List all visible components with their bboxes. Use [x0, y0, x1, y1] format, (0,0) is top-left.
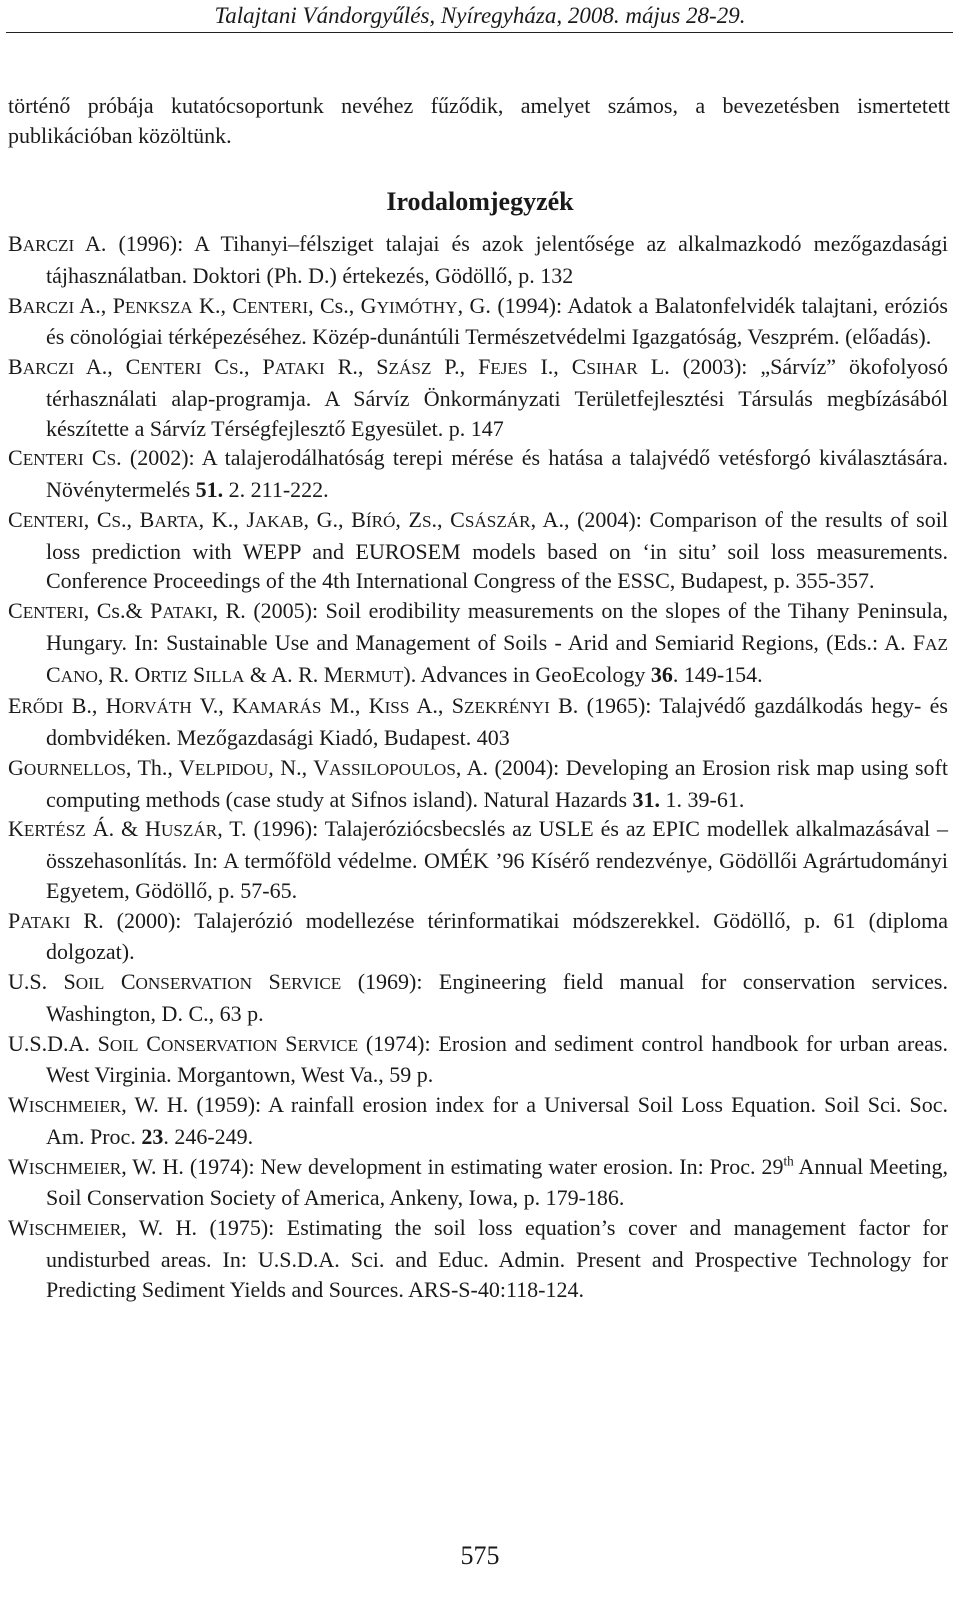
reference-text: ERVICE — [297, 1035, 359, 1055]
reference-text: ENTERI — [22, 603, 84, 622]
reference-text: S — [252, 969, 281, 994]
reference-text: RTIZ — [150, 666, 188, 686]
reference-text: ASSILOPOULOS — [329, 759, 456, 779]
reference-text: A., S — [409, 693, 465, 719]
reference-entry — [8, 1152, 948, 1214]
reference-text: S — [277, 1030, 298, 1056]
reference-text: ORVÁTH — [121, 698, 192, 718]
reference-text: , K., J — [198, 506, 255, 532]
reference-entry — [8, 229, 948, 291]
reference-text: A., P — [74, 292, 125, 318]
reference-text: & A. R. M — [244, 661, 344, 687]
reference-text: , G., B — [303, 506, 366, 532]
reference-text: ). Advances in GeoEcology — [403, 661, 651, 687]
reference-text: ÍRÓ — [365, 511, 396, 531]
reference-entry — [8, 691, 948, 753]
reference-text: R., S — [324, 354, 389, 379]
reference-text: 1. 39-61. — [660, 786, 745, 812]
reference-text: RŐDI — [21, 698, 64, 718]
reference-entry — [8, 596, 948, 691]
reference-text: B., H — [63, 693, 122, 719]
reference-entry — [8, 753, 948, 815]
reference-text: C — [8, 445, 23, 471]
reference-text: , C — [83, 506, 112, 532]
reference-text: , A. (2004): Developing an Erosion risk map using soft computing methods (case study at Sifnos island). Natural Hazards — [46, 754, 948, 812]
reference-text: B. (1965): Talajvédő gazdálkodás hegy- és dombvidéken. Mezőgazdasági Kiadó, Budapest. 403 — [46, 693, 948, 750]
reference-text: S — [187, 661, 206, 687]
running-header: Talajtani Vándorgyűlés, Nyíregyháza, 2008. május 28-29. — [214, 3, 746, 28]
reference-entry — [8, 443, 948, 505]
reference-text: L. (2003): „Sárvíz” ökofolyosó térhasználati alap-programja. A Sárvíz Önkormányzati Területfejlesztési Társulás megbízásából készítette a Sárvíz Térségfejlesztő Egyesület. p. 147 — [46, 354, 948, 441]
reference-text: ATAKI — [162, 603, 213, 622]
reference-text: ARCZI — [22, 236, 75, 255]
reference-text: ISCHMEIER — [28, 1220, 122, 1239]
reference-text: C — [8, 506, 23, 532]
reference-text: ARTA — [154, 511, 199, 531]
reference-text: YIMÓTHY — [376, 297, 458, 317]
reference-entry — [8, 814, 948, 905]
reference-text: V., K — [191, 693, 249, 719]
reference-text: 31. — [632, 786, 661, 812]
reference-text: . 246-249. — [163, 1123, 254, 1149]
reference-entry — [8, 906, 948, 968]
reference-text: B — [8, 231, 23, 256]
reference-text: ENTERI — [22, 511, 84, 531]
reference-text: SIHAR — [586, 359, 638, 378]
reference-text: S — [228, 359, 239, 378]
reference-text: OURNELLOS — [23, 759, 126, 779]
reference-text: , R. (2005): Soil erodibility measurements on the slopes of the Tihany Peninsula, Hungary. In: Sustainable Use and Management of Soils - Arid and Semiarid Regions, (Eds.: A. F — [46, 598, 949, 655]
reference-text: S — [421, 511, 432, 531]
reference-list — [8, 229, 948, 1304]
reference-text: G — [8, 754, 24, 780]
reference-text: W — [8, 1153, 29, 1179]
reference-text: ARCZI — [22, 359, 75, 378]
reference-text: th — [783, 1153, 794, 1169]
page-number: 575 — [460, 1541, 500, 1570]
reference-text: M., K — [321, 693, 385, 719]
reference-text: ., B — [121, 506, 155, 532]
reference-entry — [8, 352, 948, 443]
reference-text: , Th., V — [125, 754, 195, 780]
reference-text: , T. (1996): Talajeróziócsbecslés az USLE és az EPIC modellek alkalmazásával – összehasonlítás. In: A termőföld védelme. OMÉK ’96 Kísérő rendezvénye, Gödöllői Agrártudományi Egyetem, Gödöllő, p. 57-65. — [46, 816, 948, 903]
reference-text: ARCZI — [22, 297, 75, 317]
reference-text: AKAB — [254, 511, 304, 531]
reference-entry — [8, 1090, 948, 1152]
reference-text: , Z — [395, 506, 422, 532]
reference-text: , R. O — [97, 661, 151, 687]
reference-text: K., C — [192, 292, 248, 318]
reference-text: , A., (2004): Comparison of the results of soil loss prediction with WEPP and EUROSEM models based on ‘in situ’ soil loss measurements. Conference Proceedings of the 4th International Congress of the ESSC, Budapest, p. 355-357. — [46, 506, 948, 594]
reference-text: (1974): Erosion and sediment control handbook for urban areas. West Virginia. Morgantown, West Va., 59 p. — [46, 1030, 948, 1088]
reference-text: R. (2000): Talajerózió modellezése térinformatikai módszerekkel. Gödöllő, p. 61 (diploma dolgozat). — [46, 907, 948, 965]
reference-text: P — [8, 907, 21, 933]
reference-text: ENTERI — [22, 450, 84, 470]
reference-text: ZEKRÉNYI — [464, 698, 550, 718]
reference-text: OIL — [75, 974, 105, 993]
reference-text: U.S. S — [8, 969, 76, 994]
reference-text: , N., V — [268, 754, 330, 780]
reference-text: OIL — [109, 1035, 139, 1055]
bibliography-heading: Irodalomjegyzék — [386, 187, 574, 216]
reference-text: AZ — [925, 634, 948, 654]
reference-text: ANO — [60, 666, 98, 686]
reference-entry — [8, 967, 948, 1029]
reference-text: S — [106, 450, 117, 470]
reference-text: S — [111, 511, 122, 531]
reference-text: K — [8, 816, 24, 842]
reference-entry — [8, 1029, 948, 1091]
reference-text: ELPIDOU — [194, 759, 269, 779]
reference-entry — [8, 1213, 948, 1304]
reference-text: B — [8, 292, 23, 318]
reference-text: 51. — [195, 477, 224, 502]
reference-text: ISCHMEIER — [28, 1097, 122, 1116]
reference-text: C — [138, 1030, 161, 1056]
reference-entry — [8, 505, 948, 596]
reference-text: C — [104, 969, 136, 994]
reference-text: ATAKI — [20, 912, 71, 932]
reference-text: C — [46, 661, 61, 687]
reference-text: ERVICE — [280, 974, 342, 993]
reference-text: , W. H. (1975): Estimating the soil loss equation’s cover and management factor for undisturbed areas. In: U.S.D.A. Sci. and Educ. Admin. Present and Prospective Technology for Predicting Sediment Yields and Sources. ARS-S-40:118-124. — [46, 1215, 948, 1302]
reference-text: E — [8, 693, 22, 719]
reference-text: 36 — [650, 661, 673, 687]
reference-text: A. (1996): A Tihanyi–félsziget talajai és azok jelentősége az alkalmazkodó mezőgazdasági tájhasználatban. Doktori (Ph. D.) értekezés, Gödöllő, p. 132 — [46, 231, 948, 288]
reference-text: W — [8, 1215, 29, 1240]
reference-text: Á. & H — [85, 816, 161, 842]
reference-text: ONSERVATION — [135, 974, 253, 993]
reference-text: C — [8, 598, 23, 623]
reference-text: . (2002): A talajerodálhatóság terepi mérése és hatása a talajvédő vetésforgó kiválasztására. Növénytermelés — [46, 445, 948, 502]
reference-text: ILLA — [205, 666, 245, 686]
reference-text: (1969): Engineering field manual for conservation services. Washington, D. C., 63 p. — [46, 969, 948, 1026]
reference-text: I., C — [527, 354, 587, 379]
reference-text: EJES — [490, 359, 528, 378]
reference-text: . 149-154. — [672, 661, 763, 687]
reference-text: ENKSZA — [124, 297, 193, 317]
reference-text: P., F — [431, 354, 491, 379]
reference-text: ., C — [431, 506, 465, 532]
reference-text: AMARÁS — [248, 698, 322, 718]
reference-text: 23 — [141, 1123, 164, 1149]
reference-text: W — [8, 1092, 29, 1117]
reference-text: , W. H. (1959): A rainfall erosion index for a Universal Soil Loss Equation. Soil Sci. Soc. Am. Proc. — [46, 1092, 948, 1149]
reference-text: ENTERI — [140, 359, 202, 378]
intro-paragraph: történő próbája kutatócsoportunk nevéhez fűződik, amelyet számos, a bevezetésben ismertetett publikációban közöltünk. — [8, 93, 950, 148]
reference-text: U.S.D.A. S — [8, 1030, 110, 1056]
reference-text: Annual Meeting, Soil Conservation Society of America, Ankeny, Iowa, p. 179-186. — [46, 1153, 948, 1211]
reference-text: C — [83, 445, 107, 471]
reference-text: , G. (1994): Adatok a Balatonfelvidék talajtani, eróziós és cönológiai térképezéséhez. Közép-dunántúli Természetvédelmi Igazgatóság, Veszprém. (előadás). — [46, 292, 948, 350]
reference-text: , Cs.& P — [83, 598, 163, 623]
reference-text: ONSERVATION — [160, 1035, 278, 1055]
reference-text: ERTÉSZ — [23, 821, 86, 841]
reference-text: ERMUT — [343, 666, 404, 686]
reference-text: A., C — [74, 354, 141, 379]
reference-text: , W. H. (1974): New development in estimating water erosion. In: Proc. 29 — [121, 1153, 784, 1179]
reference-entry — [8, 291, 948, 353]
reference-text: C — [201, 354, 229, 379]
reference-text: SÁSZÁR — [464, 511, 531, 531]
reference-text: USZÁR — [160, 821, 218, 841]
reference-text: ATAKI — [274, 359, 325, 378]
reference-text: ., P — [238, 354, 275, 379]
reference-text: ENTERI — [247, 297, 309, 317]
reference-text: ISS — [384, 698, 410, 718]
reference-text: ZÁSZ — [388, 359, 432, 378]
reference-text: ISCHMEIER — [28, 1158, 122, 1178]
reference-text: , Cs., G — [308, 292, 377, 318]
reference-text: B — [8, 354, 23, 379]
header-rule — [6, 32, 953, 33]
reference-text: 2. 211-222. — [223, 477, 329, 502]
